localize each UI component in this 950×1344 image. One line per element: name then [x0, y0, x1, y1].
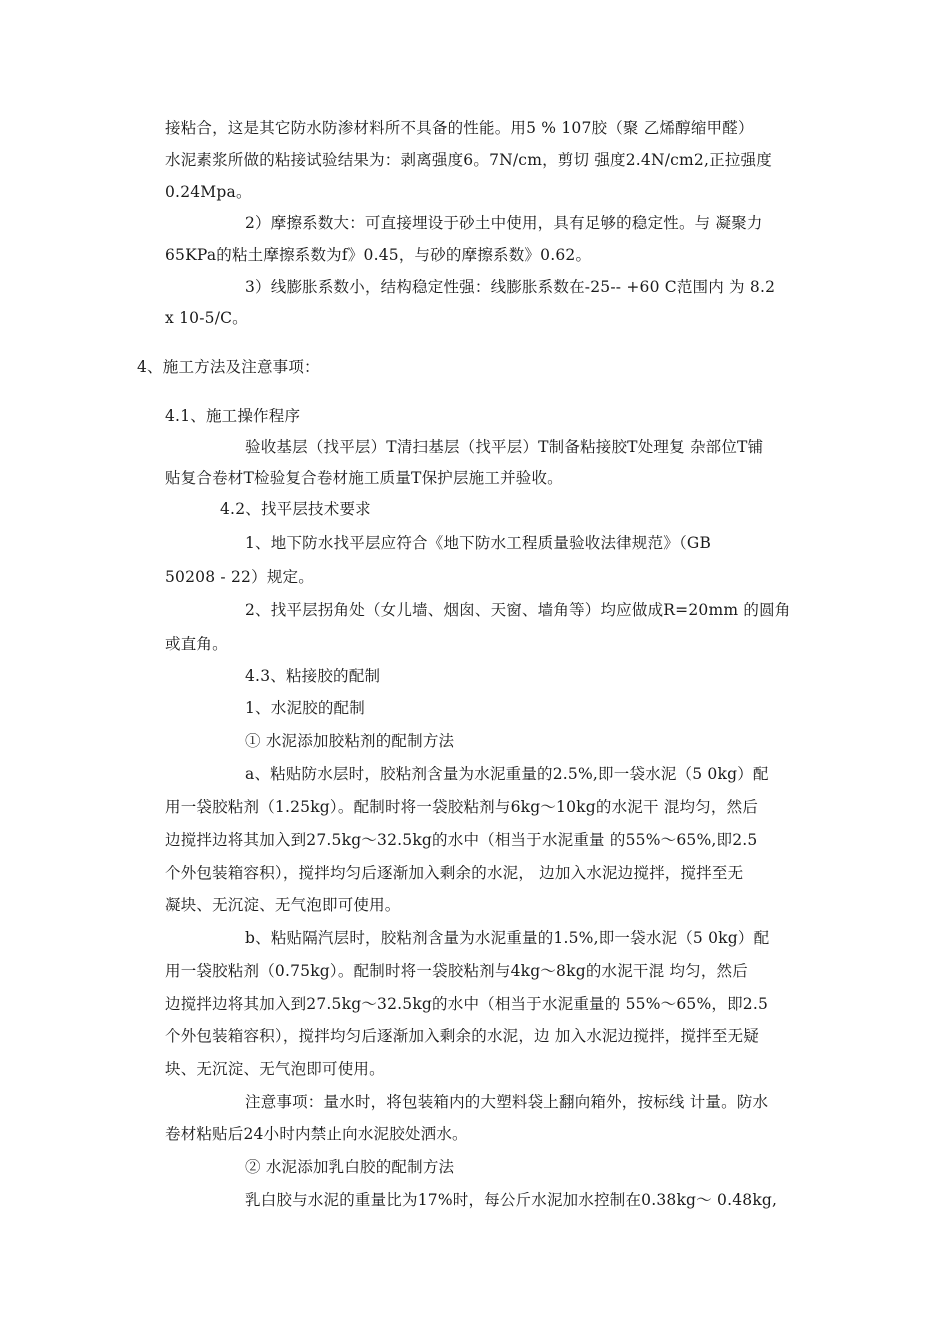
text-line: ② 水泥添加乳白胶的配制方法 [245, 1158, 455, 1176]
text-line: 注意事项：量水时，将包装箱内的大塑料袋上翻向箱外，按标线 计量。防水 [245, 1093, 769, 1111]
text-line: 1、水泥胶的配制 [245, 699, 365, 717]
section-heading: 4、施工方法及注意事项： [137, 358, 320, 376]
text-line: 边搅拌边将其加入到27.5kg〜32.5kg的水中（相当于水泥重量 的55%〜65%,即2.5 [165, 831, 758, 849]
text-line: 验收基层（找平层）T清扫基层（找平层）T制备粘接胶T处理复 杂部位T铺 [245, 438, 764, 456]
text-line: 用一袋胶粘剂（1.25kg）。配制时将一袋胶粘剂与6kg〜10kg的水泥干 混均匀，然后 [165, 798, 759, 816]
text-line: b、粘贴隔汽层时，胶粘剂含量为水泥重量的1.5%,即一袋水泥（5 0kg）配 [245, 929, 770, 947]
text-line: x 10-5/C。 [165, 309, 248, 327]
text-line: 0.24Mpa。 [165, 183, 252, 201]
text-line: 贴复合卷材T检验复合卷材施工质量T保护层施工并验收。 [165, 469, 563, 487]
text-line: 凝块、无沉淀、无气泡即可使用。 [165, 896, 401, 914]
text-line: 块、无沉淀、无气泡即可使用。 [165, 1060, 385, 1078]
text-line: 65KPa的粘土摩擦系数为f》0.45，与砂的摩擦系数》0.62。 [165, 246, 592, 264]
text-line: 乳白胶与水泥的重量比为17%时，每公斤水泥加水控制在0.38kg〜 0.48kg, [245, 1191, 778, 1209]
text-line: 或直角。 [165, 635, 228, 653]
text-line: 个外包装箱容积），搅拌均匀后逐渐加入剩余的水泥， 边加入水泥边搅拌，搅拌至无 [165, 864, 744, 882]
subsection-heading: 4.1、施工操作程序 [165, 407, 301, 425]
text-line: 接粘合，这是其它防水防渗材料所不具备的性能。用5 % 107胶（聚 乙烯醇缩甲醛） [165, 119, 754, 137]
text-line: 1、地下防水找平层应符合《地下防水工程质量验收法律规范》（GB [245, 534, 712, 552]
text-line: 2）摩擦系数大：可直接埋设于砂土中使用，具有足够的稳定性。与 凝聚力 [245, 214, 763, 232]
text-line: 3）线膨胀系数小，结构稳定性强：线膨胀系数在-25-- +60 C范围内 为 8.2 [245, 278, 776, 296]
text-line: a、粘贴防水层时，胶粘剂含量为水泥重量的2.5%,即一袋水泥（5 0kg）配 [245, 765, 769, 783]
text-line: 卷材粘贴后24小时内禁止向水泥胶处洒水。 [165, 1125, 468, 1143]
text-line: 水泥素浆所做的粘接试验结果为：剥离强度6。7N/cm，剪切 强度2.4N/cm2,正拉强度 [165, 151, 772, 169]
text-line: 个外包装箱容积），搅拌均匀后逐渐加入剩余的水泥，边 加入水泥边搅拌，搅拌至无疑 [165, 1027, 759, 1045]
text-line: 边搅拌边将其加入到27.5kg〜32.5kg的水中（相当于水泥重量的 55%〜65%，即2.5 [165, 995, 769, 1013]
text-line: 50208 - 22）规定。 [165, 568, 314, 586]
subsection-heading: 4.3、粘接胶的配制 [245, 667, 381, 685]
text-line: 2、找平层拐角处（女儿墙、烟囱、天窗、墙角等）均应做成R=20mm 的圆角 [245, 601, 791, 619]
text-line: ① 水泥添加胶粘剂的配制方法 [245, 732, 455, 750]
subsection-heading: 4.2、找平层技术要求 [220, 500, 371, 518]
text-line: 用一袋胶粘剂（0.75kg）。配制时将一袋胶粘剂与4kg〜8kg的水泥干混 均匀，然后 [165, 962, 748, 980]
